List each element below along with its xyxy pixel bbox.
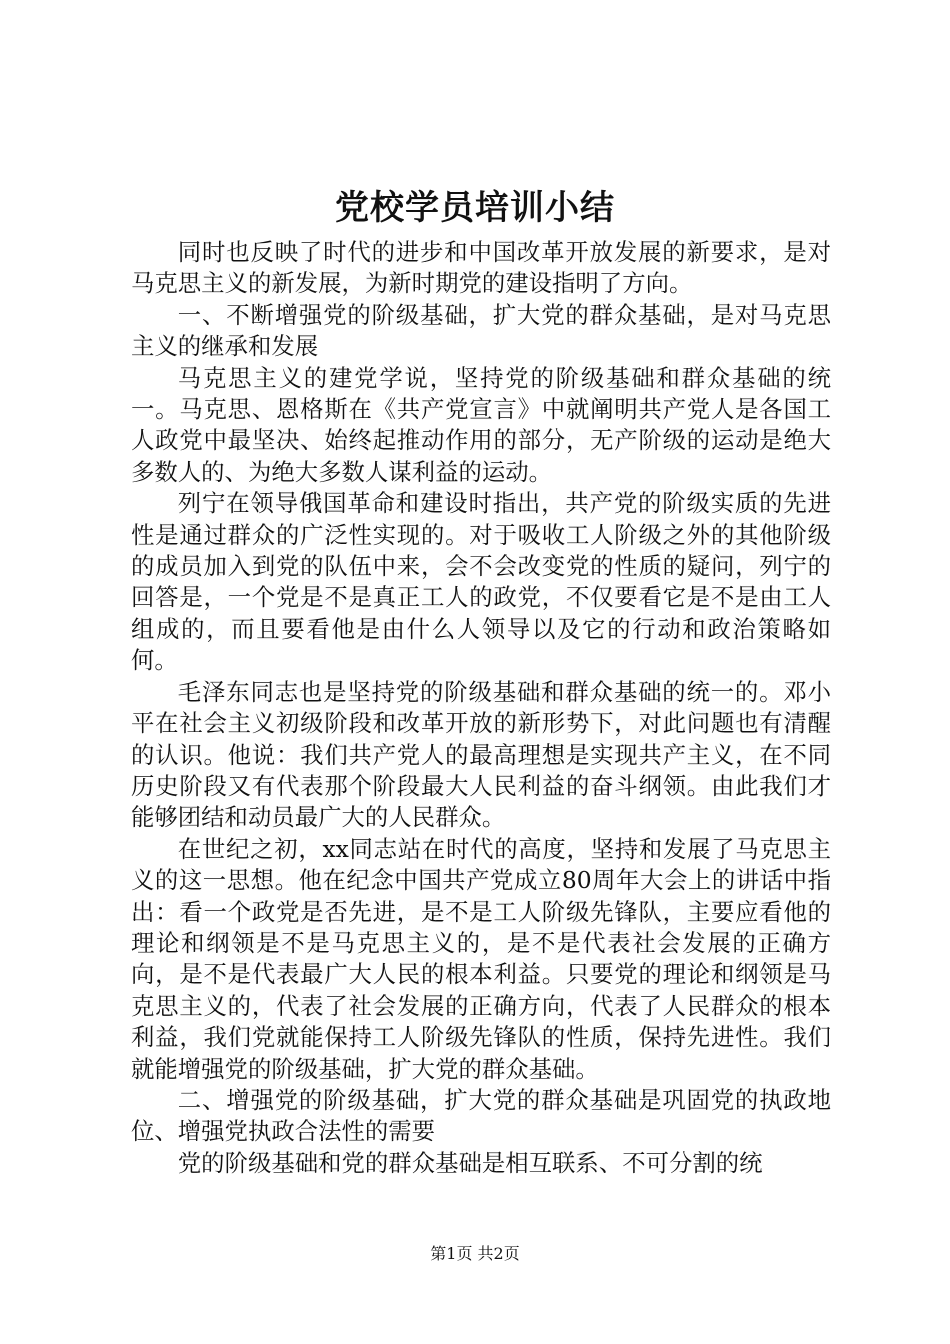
document-title: 党校学员培训小结 <box>335 188 615 228</box>
document-body <box>131 237 831 1179</box>
paragraph: 党的阶级基础和党的群众基础是相互联系、不可分割的统 <box>177 1148 763 1177</box>
paragraph: 毛泽东同志也是坚持党的阶级基础和群众基础的统一的。邓小平在社会主义初级阶段和改革开放的新形势下，对此问题也有清醒的认识。他说：我们共产党人的最高理想是实现共产主义，在不同历史阶段又有代表那个阶段最大人民利益的奋斗纲领。由此我们才能够团结和动员最广大的人民群众。 <box>131 677 831 832</box>
paragraph: 在世纪之初，xx同志站在时代的高度，坚持和发展了马克思主义的这一思想。他在纪念中国共产党成立80周年大会上的讲话中指出：看一个政党是否先进，是不是工人阶级先锋队，主要应看他的理论和纲领是不是马克思主义的，是不是代表社会发展的正确方向，是不是代表最广大人民的根本利益。只要党的理论和纲领是马克思主义的，代表了社会发展的正确方向，代表了人民群众的根本利益，我们党就能保持工人阶级先锋队的性质，保持先进性。我们就能增强党的阶级基础，扩大党的群众基础。 <box>131 834 831 1083</box>
paragraph: 马克思主义的建党学说，坚持党的阶级基础和群众基础的统一。马克思、恩格斯在《共产党宣言》中就阐明共产党人是各国工人政党中最坚决、始终起推动作用的部分，无产阶级的运动是绝大多数人的、为绝大多数人谋利益的运动。 <box>131 363 831 486</box>
page-footer: 第1页 共2页 <box>430 1244 520 1263</box>
paragraph: 列宁在领导俄国革命和建设时指出，共产党的阶级实质的先进性是通过群众的广泛性实现的。对于吸收工人阶级之外的其他阶级的成员加入到党的队伍中来，会不会改变党的性质的疑问，列宁的回答是，一个党是不是真正工人的政党，不仅要看它是不是由工人组成的，而且要看他是由什么人领导以及它的行动和政治策略如何。 <box>131 489 831 675</box>
section-heading: 二、增强党的阶级基础，扩大党的群众基础是巩固党的执政地位、增强党执政合法性的需要 <box>131 1085 831 1146</box>
paragraph: 同时也反映了时代的进步和中国改革开放发展的新要求，是对马克思主义的新发展，为新时期党的建设指明了方向。 <box>131 238 831 298</box>
section-heading: 一、不断增强党的阶级基础，扩大党的群众基础，是对马克思主义的继承和发展 <box>131 300 831 361</box>
